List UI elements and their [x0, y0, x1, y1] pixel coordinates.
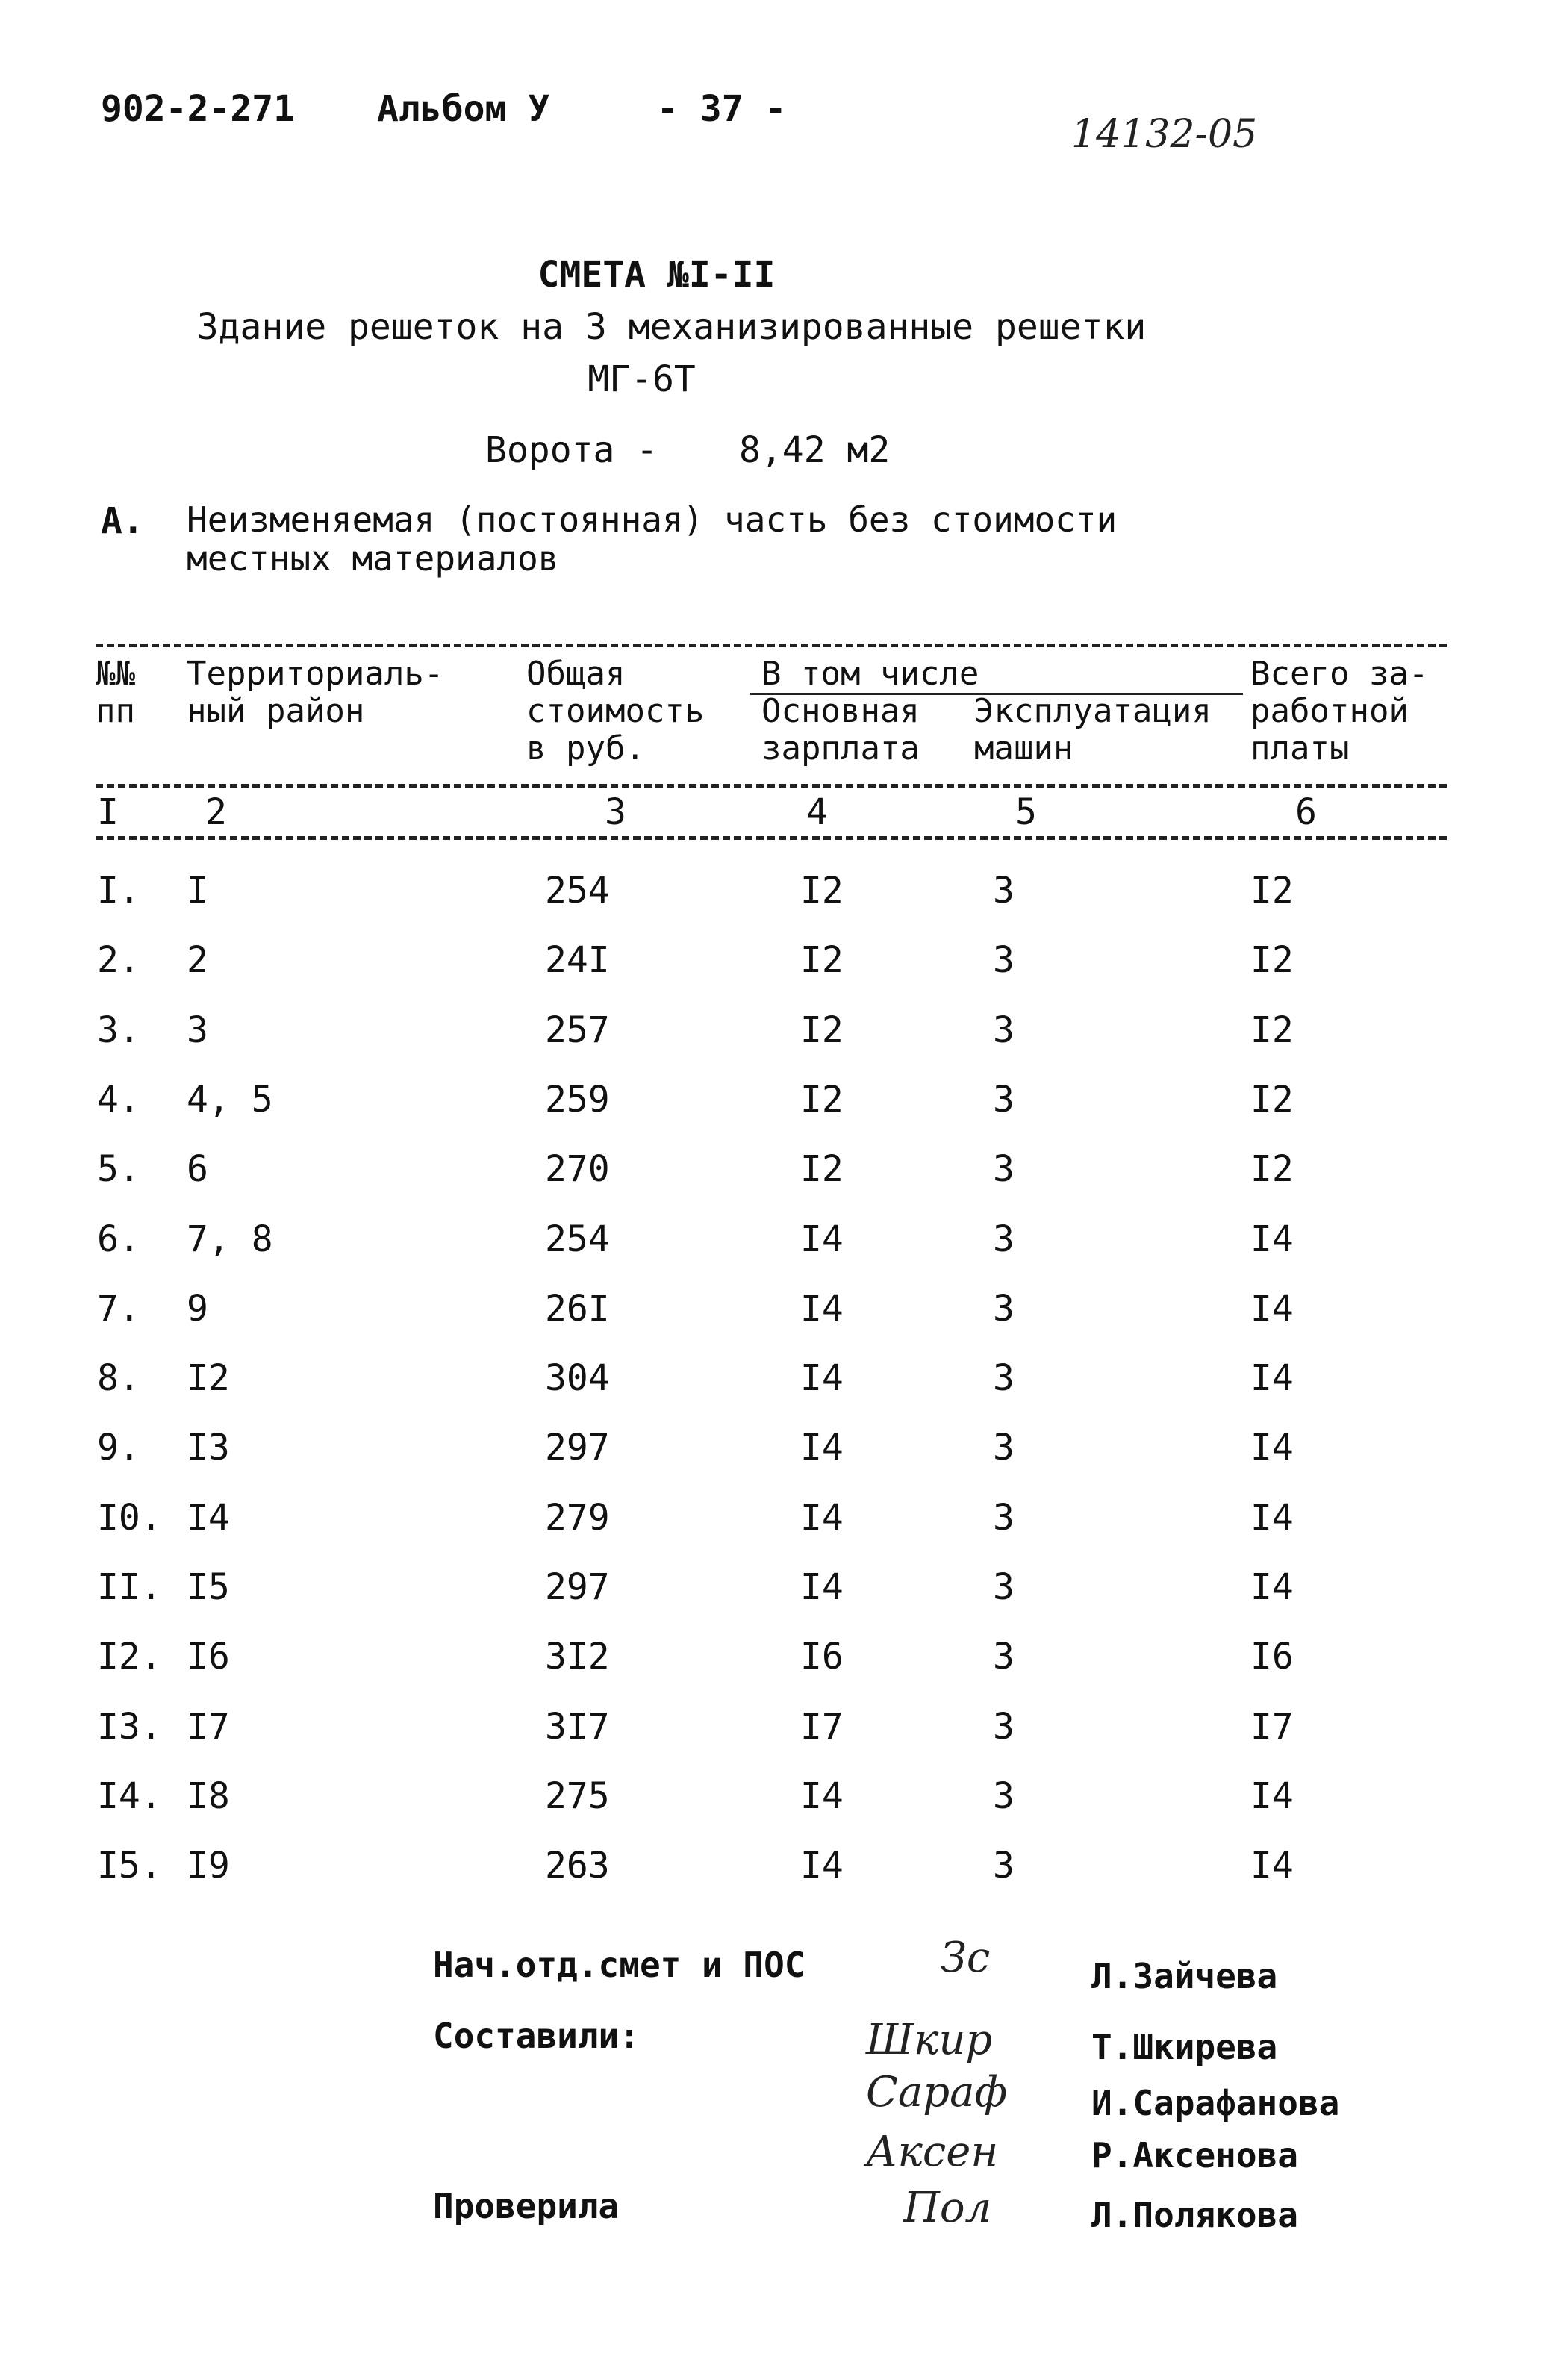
estimate-model: МГ-6Т [588, 358, 696, 400]
row-number: I0. [97, 1497, 162, 1539]
row-number: I2. [97, 1636, 162, 1677]
row-base-wage: I4 [800, 1845, 844, 1887]
row-machine-cost: 3 [993, 1775, 1015, 1817]
col-header-wage [761, 693, 920, 767]
row-total-cost: 259 [545, 1079, 610, 1121]
colnum-5: 5 [1015, 791, 1037, 833]
row-total-cost: 3I7 [545, 1706, 610, 1748]
handwritten-signature-4: Аксен [866, 2128, 999, 2176]
row-total-wage: I4 [1250, 1288, 1294, 1330]
row-total-wage: I7 [1250, 1706, 1294, 1748]
row-region: 6 [187, 1148, 208, 1190]
row-machine-cost: 3 [993, 1288, 1015, 1330]
col-header-region [187, 655, 443, 730]
row-total-wage: I4 [1250, 1427, 1294, 1468]
row-region: I9 [187, 1845, 230, 1887]
row-base-wage: I4 [800, 1357, 844, 1399]
row-base-wage: I4 [800, 1497, 844, 1539]
handwritten-signature-2: Шкир [866, 2016, 993, 2064]
col-header-machine-line2: машин [974, 729, 1073, 767]
signer-name-3: И.Сарафанова [1091, 2083, 1340, 2123]
row-machine-cost: 3 [993, 939, 1015, 981]
row-machine-cost: 3 [993, 1566, 1015, 1608]
row-machine-cost: 3 [993, 1427, 1015, 1468]
row-base-wage: I2 [800, 1079, 844, 1121]
col-header-total-line3: в руб. [526, 729, 645, 767]
row-region: 2 [187, 939, 208, 981]
row-total-cost: 270 [545, 1148, 610, 1190]
row-total-wage: I4 [1250, 1566, 1294, 1608]
album-label: Альбом У [377, 88, 550, 130]
signer-name-1: Л.Зайчева [1091, 1956, 1278, 1996]
row-total-cost: 24I [545, 939, 610, 981]
row-total-cost: 297 [545, 1427, 610, 1468]
row-total-wage: I6 [1250, 1636, 1294, 1677]
estimate-title: СМЕТА №I-II [537, 254, 776, 296]
col-header-region-line1: Территориаль- [187, 655, 444, 693]
row-machine-cost: 3 [993, 1706, 1015, 1748]
row-region: I [187, 870, 208, 912]
row-machine-cost: 3 [993, 1218, 1015, 1260]
compiled-label: Составили: [433, 2016, 640, 2056]
colnum-3: 3 [605, 791, 626, 833]
row-machine-cost: 3 [993, 1845, 1015, 1887]
row-number: 5. [97, 1148, 140, 1190]
row-total-wage: I2 [1250, 1148, 1294, 1190]
colnum-4: 4 [806, 791, 828, 833]
row-number: 3. [97, 1009, 140, 1051]
row-total-wage: I4 [1250, 1357, 1294, 1399]
row-number: 8. [97, 1357, 140, 1399]
row-machine-cost: 3 [993, 1148, 1015, 1190]
row-region: 7, 8 [187, 1218, 273, 1260]
handwritten-signature-3: Сараф [866, 2068, 1008, 2116]
col-header-total [526, 655, 704, 767]
col-header-num [96, 655, 135, 730]
row-number: I3. [97, 1706, 162, 1748]
col-header-region-line2: ный район [187, 692, 365, 730]
row-base-wage: I6 [800, 1636, 844, 1677]
col-header-machine [974, 693, 1212, 767]
row-base-wage: I7 [800, 1706, 844, 1748]
header-bottom-rule [96, 784, 1447, 788]
row-base-wage: I2 [800, 870, 844, 912]
estimate-subtitle: Здание решеток на 3 механизированные решетки [196, 306, 1147, 348]
handwritten-signature-1: Зс [941, 1934, 991, 1982]
row-total-wage: I2 [1250, 1079, 1294, 1121]
col-header-wage-line1: Основная [761, 692, 920, 730]
row-number: 7. [97, 1288, 140, 1330]
row-machine-cost: 3 [993, 1497, 1015, 1539]
row-total-wage: I4 [1250, 1218, 1294, 1260]
row-total-wage: I2 [1250, 870, 1294, 912]
signer-name-2: Т.Шкирева [1091, 2027, 1278, 2067]
section-letter: А. [101, 500, 144, 542]
row-base-wage: I4 [800, 1427, 844, 1468]
row-total-cost: 297 [545, 1566, 610, 1608]
row-base-wage: I2 [800, 1148, 844, 1190]
col-header-num-line1: №№ [96, 655, 135, 693]
table-top-rule [96, 644, 1447, 647]
handwritten-signature-5: Пол [903, 2184, 992, 2232]
row-base-wage: I4 [800, 1566, 844, 1608]
gate-label: Ворота - [485, 429, 658, 471]
row-number: I. [97, 870, 140, 912]
gate-value: 8,42 м2 [739, 429, 891, 471]
row-base-wage: I4 [800, 1775, 844, 1817]
col-header-incl: В том числе [761, 655, 979, 693]
row-total-cost: 254 [545, 870, 610, 912]
colnum-2: 2 [205, 791, 227, 833]
signer-name-5: Л.Полякова [1091, 2195, 1298, 2235]
row-machine-cost: 3 [993, 1357, 1015, 1399]
row-region: I8 [187, 1775, 230, 1817]
row-number: 6. [97, 1218, 140, 1260]
row-number: I5. [97, 1845, 162, 1887]
row-total-cost: 275 [545, 1775, 610, 1817]
row-total-cost: 257 [545, 1009, 610, 1051]
row-total-cost: 263 [545, 1845, 610, 1887]
signer-name-4: Р.Аксенова [1091, 2135, 1298, 2175]
colnum-6: 6 [1295, 791, 1317, 833]
row-total-wage: I4 [1250, 1845, 1294, 1887]
col-header-allwage-line1: Всего за- [1250, 655, 1429, 693]
handwritten-reference: 14132-05 [1071, 112, 1258, 157]
row-region: I2 [187, 1357, 230, 1399]
col-header-wage-line2: зарплата [761, 729, 920, 767]
col-header-total-line1: Общая [526, 655, 626, 693]
row-total-wage: I2 [1250, 1009, 1294, 1051]
document-code: 902-2-271 [101, 88, 296, 130]
row-total-cost: 26I [545, 1288, 610, 1330]
row-region: 9 [187, 1288, 208, 1330]
row-number: 9. [97, 1427, 140, 1468]
page-number: - 37 - [657, 88, 787, 130]
row-number: I4. [97, 1775, 162, 1817]
row-total-cost: 3I2 [545, 1636, 610, 1677]
row-number: 2. [97, 939, 140, 981]
col-header-allwage-line2: работной [1250, 692, 1409, 730]
col-header-total-line2: стоимость [526, 692, 705, 730]
checked-label: Проверила [433, 2186, 620, 2226]
row-base-wage: I2 [800, 1009, 844, 1051]
row-total-cost: 304 [545, 1357, 610, 1399]
row-region: I7 [187, 1706, 230, 1748]
row-base-wage: I2 [800, 939, 844, 981]
row-number: II. [97, 1566, 162, 1608]
row-total-wage: I2 [1250, 939, 1294, 981]
row-region: I6 [187, 1636, 230, 1677]
row-machine-cost: 3 [993, 870, 1015, 912]
row-machine-cost: 3 [993, 1636, 1015, 1677]
row-total-cost: 279 [545, 1497, 610, 1539]
row-total-cost: 254 [545, 1218, 610, 1260]
row-total-wage: I4 [1250, 1497, 1294, 1539]
row-machine-cost: 3 [993, 1009, 1015, 1051]
row-region: I4 [187, 1497, 230, 1539]
colnum-1: I [97, 791, 119, 833]
head-dept-label: Нач.отд.смет и ПОС [433, 1945, 805, 1985]
row-region: I5 [187, 1566, 230, 1608]
col-header-num-line2: пп [96, 692, 135, 730]
row-region: I3 [187, 1427, 230, 1468]
row-region: 4, 5 [187, 1079, 273, 1121]
col-header-allwage [1250, 655, 1428, 767]
row-machine-cost: 3 [993, 1079, 1015, 1121]
row-number: 4. [97, 1079, 140, 1121]
colnum-bottom-rule [96, 836, 1447, 840]
row-base-wage: I4 [800, 1288, 844, 1330]
section-description: Неизменяемая (постоянная) часть без стоимости местных материалов [187, 499, 1118, 579]
row-region: 3 [187, 1009, 208, 1051]
row-base-wage: I4 [800, 1218, 844, 1260]
col-header-machine-line1: Эксплуатация [974, 692, 1212, 730]
col-header-allwage-line3: платы [1250, 729, 1350, 767]
row-total-wage: I4 [1250, 1775, 1294, 1817]
